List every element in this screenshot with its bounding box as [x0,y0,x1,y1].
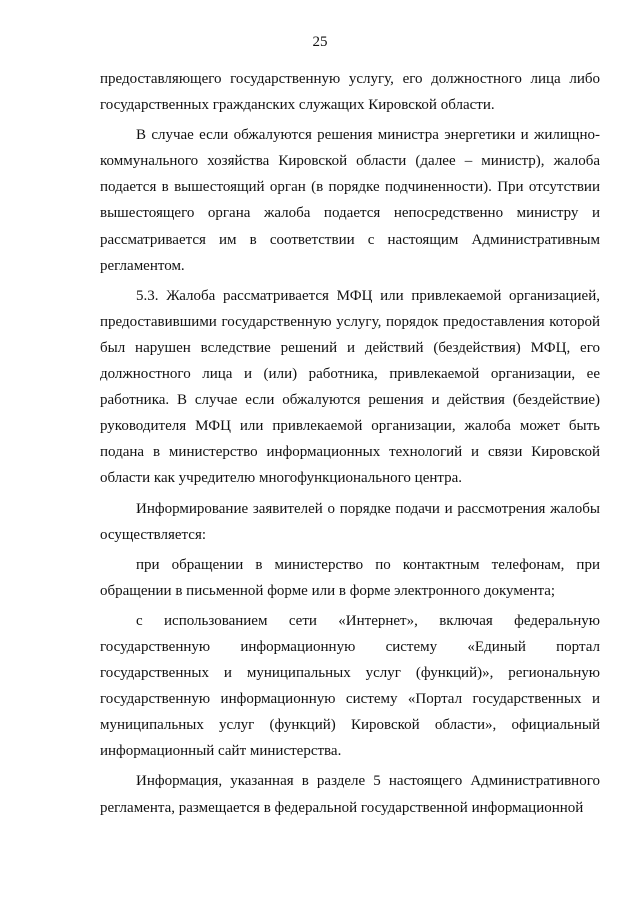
paragraph-5-3: 5.3. Жалоба рассматривается МФЦ или привлекаемой организацией, предоставившими государственную услугу, порядок предоставления которой был нарушен вследствие решений и действий (бездействия) МФЦ, его должностного лица и (или) работника, привлекаемой организации, ее работника. В случае если обжалуются решения и действия (бездействие) руководителя МФЦ или привлекаемой организации, жалоба может быть подана в министерство информационных технологий и связи Кировской области как учредителю многофункционального центра. [100,287,600,487]
paragraph-continuation: предоставляющего государственную услугу, его должностного лица либо государственных гражданских служащих Кировской области. [100,71,600,114]
page-number: 25 [312,34,328,50]
paragraph-informing: Информирование заявителей о порядке подачи и рассмотрения жалобы осуществляется: [100,500,600,543]
paragraph-internet: с использованием сети «Интернет», включая федеральную государственную информационную систему «Единый портал государственных и муниципальных услуг (функций)», региональную государственную информационную систему «Портал государственных и муниципальных услуг (функций) Кировской области», официальный информационный сайт министерства. [100,612,600,760]
document-body [100,66,600,821]
paragraph-phone-written: при обращении в министерство по контактным телефонам, при обращении в письменной форме или в форме электронного документа; [100,556,600,599]
paragraph-section5-info: Информация, указанная в разделе 5 настоящего Административного регламента, размещается в федеральной государственной информационной [100,773,600,816]
paragraph-minister-appeal: В случае если обжалуются решения министра энергетики и жилищно-коммунального хозяйства Кировской области (далее – министр), жалоба подается в вышестоящий орган (в порядке подчиненности). При отсутствии вышестоящего органа жалоба подается непосредственно министру и рассматривается им в соответствии с настоящим Административным регламентом. [100,127,600,274]
